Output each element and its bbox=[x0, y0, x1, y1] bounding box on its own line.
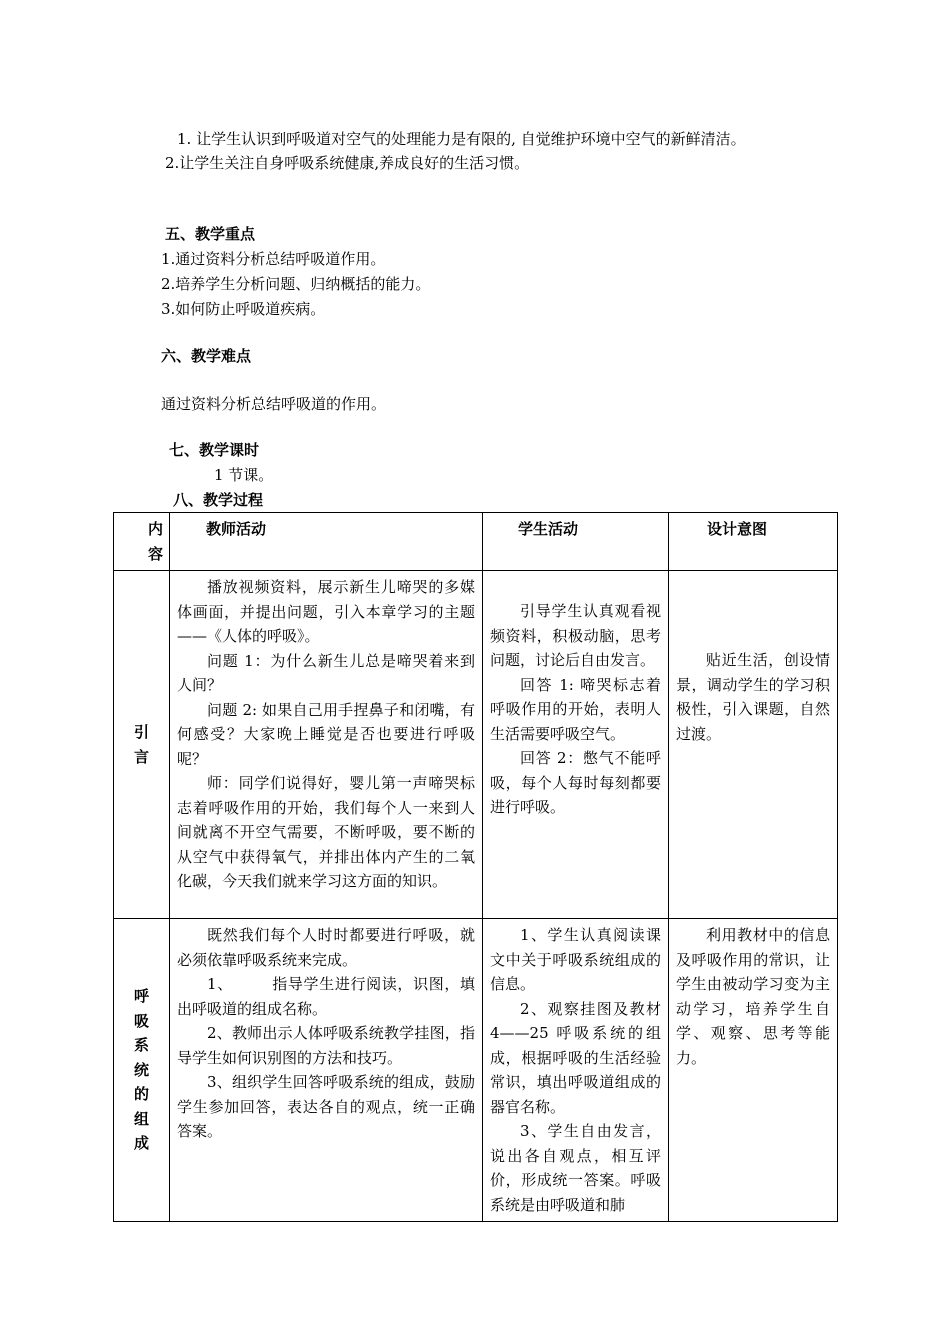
row-label-char: 呼 bbox=[133, 987, 149, 1006]
row-label-char: 言 bbox=[133, 747, 149, 766]
teacher-paragraph: 问题 2: 如果自己用手捏鼻子和闭嘴，有何感受？大家晚上睡觉是否也要进行呼吸呢？ bbox=[177, 700, 475, 768]
teacher-activity-cell bbox=[170, 919, 483, 1222]
section-6-title: 六、教学难点 bbox=[161, 347, 252, 365]
header-content bbox=[114, 513, 170, 571]
student-paragraph: 回答 2：憋气不能呼吸，每个人每时每刻都要进行呼吸。 bbox=[490, 749, 661, 816]
row-label-char: 吸 bbox=[133, 1011, 149, 1030]
section-7-text: 1 节课。 bbox=[214, 466, 274, 484]
teacher-paragraph: 既然我们每个人时时都要进行呼吸，就必须依靠呼吸系统来完成。 bbox=[177, 926, 475, 969]
row-label-char: 引 bbox=[133, 723, 149, 741]
student-paragraph: 引导学生认真观看视频资料，积极动脑，思考问题，讨论后自由发言。 bbox=[490, 602, 661, 669]
table-row bbox=[114, 571, 838, 919]
student-paragraph: 1、学生认真阅读课文中关于呼吸系统组成的信息。 bbox=[490, 926, 661, 993]
header-student-label: 学生活动 bbox=[518, 520, 579, 538]
row-label-respiratory-system bbox=[114, 919, 170, 1222]
header-design-label: 设计意图 bbox=[707, 520, 768, 538]
row-label-char: 系 bbox=[133, 1036, 149, 1055]
student-paragraph: 3、学生自由发言，说出各自观点，相互评价，形成统一答案。呼吸系统是由呼吸道和肺 bbox=[490, 1122, 661, 1214]
section-5-item-3: 3.如何防止呼吸道疾病。 bbox=[161, 300, 326, 318]
student-activity-cell bbox=[483, 571, 669, 919]
section-5-title: 五、教学重点 bbox=[165, 225, 256, 243]
header-teacher bbox=[170, 513, 483, 571]
teacher-paragraph: 播放视频资料，展示新生儿啼哭的多媒体画面，并提出问题，引入本章学习的主题——《人体的呼吸》。 bbox=[177, 578, 475, 645]
header-content-bottom: 容 bbox=[147, 544, 163, 563]
teaching-process-table bbox=[113, 512, 838, 1222]
header-content-top: 内 bbox=[147, 520, 163, 538]
row-label-char: 成 bbox=[133, 1134, 149, 1153]
table-header-row bbox=[114, 513, 838, 571]
goal-item-2: 2.让学生关注自身呼吸系统健康,养成良好的生活习惯。 bbox=[165, 154, 530, 172]
teacher-paragraph: 1、 指导学生进行阅读，识图，填出呼吸道的组成名称。 bbox=[177, 975, 475, 1018]
header-design bbox=[669, 513, 838, 571]
table-row bbox=[114, 919, 838, 1222]
teacher-paragraph: 师：同学们说得好，婴儿第一声啼哭标志着呼吸作用的开始，我们每个人一来到人间就离不开空气需要，不断呼吸，要不断的从空气中获得氧气，并排出体内产生的二氧化碳，今天我们就来学习这方面的知识。 bbox=[177, 774, 475, 890]
header-student bbox=[483, 513, 669, 571]
student-paragraph: 2、观察挂图及教材 4——25 呼吸系统的组成，根据呼吸的生活经验常识，填出呼吸道组成的器官名称。 bbox=[490, 999, 661, 1116]
design-intent-cell bbox=[669, 919, 838, 1222]
design-intent-cell bbox=[669, 571, 838, 919]
student-activity-cell bbox=[483, 919, 669, 1222]
row-label-char: 统 bbox=[133, 1060, 149, 1079]
teacher-paragraph: 2、教师出示人体呼吸系统教学挂图，指导学生如何识别图的方法和技巧。 bbox=[177, 1024, 475, 1067]
design-paragraph: 贴近生活，创设情景，调动学生的学习积极性，引入课题，自然过渡。 bbox=[676, 651, 830, 743]
row-label-intro bbox=[114, 571, 170, 919]
section-6-text: 通过资料分析总结呼吸道的作用。 bbox=[161, 395, 387, 413]
row-label-char: 的 bbox=[133, 1085, 149, 1104]
teacher-activity-cell bbox=[170, 571, 483, 919]
design-paragraph: 利用教材中的信息及呼吸作用的常识，让学生由被动学习变为主动学习，培养学生自学、观察、思考等能力。 bbox=[676, 926, 830, 1067]
teacher-paragraph: 3、组织学生回答呼吸系统的组成，鼓励学生参加回答，表达各自的观点，统一正确答案。 bbox=[177, 1073, 475, 1140]
section-8-title: 八、教学过程 bbox=[173, 491, 264, 509]
student-paragraph: 回答 1: 啼哭标志着呼吸作用的开始，表明人生活需要呼吸空气。 bbox=[490, 675, 661, 743]
row-label-char: 组 bbox=[133, 1109, 149, 1128]
section-5-item-1: 1.通过资料分析总结呼吸道作用。 bbox=[161, 250, 386, 268]
header-teacher-label: 教师活动 bbox=[206, 520, 267, 538]
section-5-item-2: 2.培养学生分析问题、归纳概括的能力。 bbox=[161, 275, 431, 293]
section-7-title: 七、教学课时 bbox=[169, 441, 260, 459]
goal-item-1: 1. 让学生认识到呼吸道对空气的处理能力是有限的, 自觉维护环境中空气的新鲜清洁。 bbox=[177, 130, 746, 148]
teacher-paragraph: 问题 1：为什么新生儿总是啼哭着来到人间？ bbox=[177, 651, 475, 694]
